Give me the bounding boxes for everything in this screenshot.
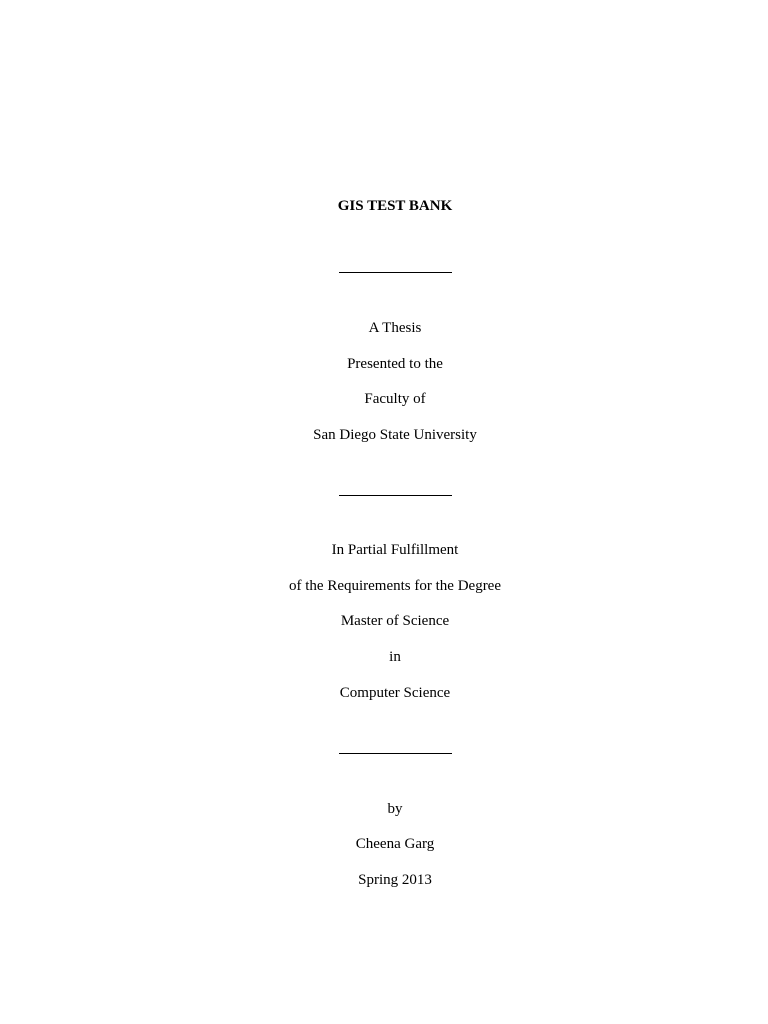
presented-to: Presented to the — [347, 356, 443, 372]
author-name: Cheena Garg — [355, 836, 435, 852]
field-of-study: Computer Science — [339, 685, 451, 701]
separator-rule-2 — [339, 495, 452, 496]
submission-date: Spring 2013 — [358, 872, 432, 888]
thesis-type: A Thesis — [368, 320, 422, 336]
faculty-of: Faculty of — [364, 391, 426, 407]
thesis-title: GIS TEST BANK — [337, 198, 453, 214]
degree-requirements: of the Requirements for the Degree — [289, 578, 501, 594]
by-text: by — [387, 801, 403, 817]
in-text: in — [389, 649, 401, 665]
separator-rule-1 — [339, 272, 452, 273]
partial-fulfillment: In Partial Fulfillment — [331, 542, 459, 558]
separator-rule-3 — [339, 753, 452, 754]
degree-name: Master of Science — [340, 613, 450, 629]
university-name: San Diego State University — [313, 427, 477, 443]
